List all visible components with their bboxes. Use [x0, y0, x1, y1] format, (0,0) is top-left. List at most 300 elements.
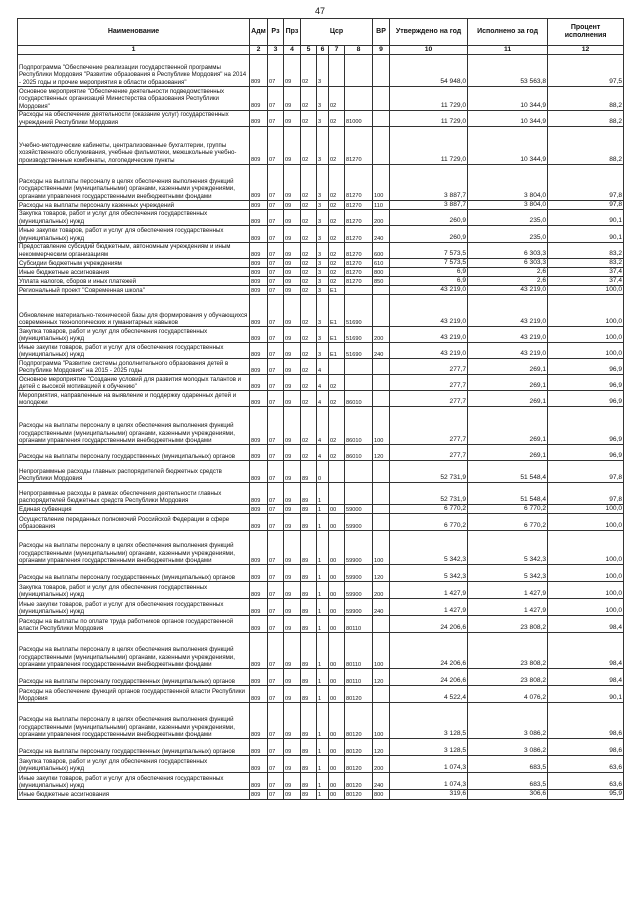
row-csr-subprogram: 3 — [317, 55, 329, 87]
row-csr-direction — [345, 286, 373, 295]
page-number: 47 — [314, 6, 325, 16]
row-executed: 3 086,2 — [468, 703, 548, 739]
row-csr-direction: 86010 — [345, 391, 373, 407]
row-csr-program: 02 — [301, 243, 317, 259]
row-csr-program: 89 — [301, 599, 317, 616]
row-csr-program: 89 — [301, 565, 317, 582]
row-rz: 07 — [268, 210, 284, 226]
row-name: Расходы на выплаты персоналу государственных (муниципальных) органов — [18, 669, 250, 686]
row-csr-program: 02 — [301, 127, 317, 165]
row-csr-program: 02 — [301, 295, 317, 327]
table-row — [18, 703, 624, 739]
column-number: 4 — [284, 46, 301, 55]
row-name: Расходы на выплаты персоналу в целях обеспечения выполнения функций государственными (муниципальными) органами, казенными учреждениями, органами управления государственными внебюджетными фондами — [18, 531, 250, 565]
row-name: Субсидии бюджетным учреждениям — [18, 259, 250, 268]
row-vr: 610 — [373, 259, 390, 268]
row-percent: 90,1 — [548, 210, 624, 226]
row-percent: 100,0 — [548, 343, 624, 359]
row-rz: 07 — [268, 243, 284, 259]
row-csr-program: 02 — [301, 445, 317, 461]
table-row — [18, 259, 624, 268]
table-row — [18, 407, 624, 445]
row-name: Осуществление переданных полномочий Российской Федерации в сфере образования — [18, 514, 250, 531]
row-vr: 240 — [373, 343, 390, 359]
row-name: Подпрограмма "Обеспечение реализации государственной программы Республики Мордовия "Развитие образования в Республике Мордовия" на 2014 - 2025 годы и прочие мероприятия в области образования" — [18, 55, 250, 87]
row-name: Иные закупки товаров, работ и услуг для обеспечения государственных (муниципальных) нужд — [18, 343, 250, 359]
row-executed: 10 344,9 — [468, 127, 548, 165]
row-executed: 683,5 — [468, 773, 548, 790]
column-number: 9 — [373, 46, 390, 55]
row-percent: 98,4 — [548, 633, 624, 669]
row-rz: 07 — [268, 514, 284, 531]
row-adm: 809 — [250, 286, 268, 295]
row-percent: 97,8 — [548, 483, 624, 505]
row-adm: 809 — [250, 756, 268, 773]
row-name: Обновление материально-технической базы для формирования у обучающихся современных технологических и гуманитарных навыков — [18, 295, 250, 327]
row-csr-event: 00 — [329, 739, 345, 756]
row-approved: 11 729,0 — [390, 127, 468, 165]
row-name: Расходы на выплаты персоналу государственных (муниципальных) органов — [18, 565, 250, 582]
row-name: Закупка товаров, работ и услуг для обеспечения государственных (муниципальных) нужд — [18, 756, 250, 773]
row-executed: 6 770,2 — [468, 514, 548, 531]
row-csr-direction: 59900 — [345, 531, 373, 565]
row-rz: 07 — [268, 268, 284, 277]
row-percent: 98,4 — [548, 669, 624, 686]
row-percent: 37,4 — [548, 277, 624, 286]
row-percent: 96,9 — [548, 391, 624, 407]
row-csr-subprogram: 3 — [317, 127, 329, 165]
row-prz: 09 — [284, 790, 301, 799]
row-percent: 96,9 — [548, 375, 624, 391]
row-prz: 09 — [284, 201, 301, 210]
row-rz: 07 — [268, 616, 284, 633]
row-csr-event: 02 — [329, 111, 345, 127]
header-approved: Утверждено на год — [390, 19, 468, 46]
row-prz: 09 — [284, 127, 301, 165]
row-csr-event: 00 — [329, 582, 345, 599]
row-adm: 809 — [250, 359, 268, 375]
row-percent: 100,0 — [548, 531, 624, 565]
row-csr-direction: 81270 — [345, 210, 373, 226]
row-executed: 269,1 — [468, 391, 548, 407]
row-csr-subprogram: 1 — [317, 514, 329, 531]
row-vr: 240 — [373, 599, 390, 616]
row-executed: 51 548,4 — [468, 461, 548, 483]
row-name: Расходы на выплаты персоналу казенных учреждений — [18, 201, 250, 210]
table-row — [18, 210, 624, 226]
row-executed: 53 563,8 — [468, 55, 548, 87]
row-csr-event — [329, 461, 345, 483]
row-name: Единая субвенция — [18, 505, 250, 514]
row-approved: 43 219,0 — [390, 295, 468, 327]
column-number: 2 — [250, 46, 268, 55]
row-csr-program: 89 — [301, 756, 317, 773]
table-row — [18, 201, 624, 210]
row-rz: 07 — [268, 165, 284, 201]
table-row — [18, 739, 624, 756]
row-approved: 43 219,0 — [390, 286, 468, 295]
row-csr-direction — [345, 55, 373, 87]
row-name: Иные бюджетные ассигнования — [18, 790, 250, 799]
row-csr-direction — [345, 87, 373, 111]
row-csr-subprogram: 1 — [317, 483, 329, 505]
row-csr-event: 02 — [329, 87, 345, 111]
row-approved: 277,7 — [390, 391, 468, 407]
row-csr-direction: 80120 — [345, 739, 373, 756]
row-name: Расходы на выплаты персоналу государственных (муниципальных) органов — [18, 445, 250, 461]
row-csr-event: E1 — [329, 295, 345, 327]
row-csr-event: 00 — [329, 703, 345, 739]
row-csr-subprogram: 3 — [317, 286, 329, 295]
row-csr-event: 00 — [329, 514, 345, 531]
row-csr-program: 89 — [301, 514, 317, 531]
row-csr-program: 89 — [301, 686, 317, 703]
row-csr-program: 02 — [301, 87, 317, 111]
row-approved: 1 427,9 — [390, 582, 468, 599]
row-csr-direction: 80110 — [345, 669, 373, 686]
row-vr: 200 — [373, 756, 390, 773]
row-approved: 6,9 — [390, 268, 468, 277]
row-prz: 09 — [284, 327, 301, 343]
table-row — [18, 514, 624, 531]
row-csr-subprogram: 3 — [317, 343, 329, 359]
table-row — [18, 277, 624, 286]
row-prz: 09 — [284, 259, 301, 268]
row-approved: 1 074,3 — [390, 773, 468, 790]
row-prz: 09 — [284, 773, 301, 790]
row-adm: 809 — [250, 633, 268, 669]
row-adm: 809 — [250, 277, 268, 286]
table-row — [18, 226, 624, 243]
row-csr-program: 02 — [301, 277, 317, 286]
row-vr: 120 — [373, 445, 390, 461]
row-percent: 100,0 — [548, 327, 624, 343]
row-vr — [373, 505, 390, 514]
row-approved: 3 128,5 — [390, 703, 468, 739]
row-rz: 07 — [268, 790, 284, 799]
row-csr-program: 89 — [301, 582, 317, 599]
row-csr-subprogram: 3 — [317, 327, 329, 343]
column-number-row — [18, 46, 624, 55]
row-approved: 54 948,0 — [390, 55, 468, 87]
row-csr-subprogram: 3 — [317, 259, 329, 268]
row-approved: 260,9 — [390, 226, 468, 243]
row-prz: 09 — [284, 343, 301, 359]
table-row — [18, 286, 624, 295]
row-csr-program: 02 — [301, 268, 317, 277]
row-csr-program: 02 — [301, 226, 317, 243]
row-percent: 100,0 — [548, 286, 624, 295]
row-vr: 120 — [373, 565, 390, 582]
row-adm: 809 — [250, 505, 268, 514]
row-vr — [373, 295, 390, 327]
row-csr-event: 00 — [329, 756, 345, 773]
row-csr-direction: 86010 — [345, 407, 373, 445]
row-csr-subprogram: 1 — [317, 505, 329, 514]
row-executed: 3 804,0 — [468, 165, 548, 201]
row-prz: 09 — [284, 210, 301, 226]
row-approved: 260,9 — [390, 210, 468, 226]
row-csr-program: 89 — [301, 739, 317, 756]
row-prz: 09 — [284, 686, 301, 703]
row-vr: 850 — [373, 277, 390, 286]
row-percent: 100,0 — [548, 582, 624, 599]
header-executed: Исполнено за год — [468, 19, 548, 46]
header-row — [18, 19, 624, 46]
row-rz: 07 — [268, 359, 284, 375]
row-percent: 88,2 — [548, 111, 624, 127]
row-prz: 09 — [284, 616, 301, 633]
row-adm: 809 — [250, 268, 268, 277]
row-approved: 52 731,9 — [390, 461, 468, 483]
table-row — [18, 343, 624, 359]
row-executed: 269,1 — [468, 375, 548, 391]
row-percent: 96,9 — [548, 359, 624, 375]
row-csr-subprogram: 1 — [317, 565, 329, 582]
row-csr-subprogram: 1 — [317, 599, 329, 616]
table-row — [18, 756, 624, 773]
row-name: Расходы на обеспечение функций органов государственной власти Республики Мордовия — [18, 686, 250, 703]
row-csr-event — [329, 359, 345, 375]
row-csr-subprogram: 4 — [317, 407, 329, 445]
row-csr-direction: 59900 — [345, 565, 373, 582]
row-csr-event: 00 — [329, 531, 345, 565]
row-prz: 09 — [284, 359, 301, 375]
row-csr-program: 02 — [301, 111, 317, 127]
row-prz: 09 — [284, 669, 301, 686]
row-vr: 100 — [373, 165, 390, 201]
row-csr-program: 89 — [301, 773, 317, 790]
row-prz: 09 — [284, 277, 301, 286]
row-executed: 683,5 — [468, 756, 548, 773]
row-csr-subprogram: 1 — [317, 756, 329, 773]
row-executed: 23 808,2 — [468, 633, 548, 669]
row-name: Закупка товаров, работ и услуг для обеспечения государственных (муниципальных) нужд — [18, 582, 250, 599]
table-row — [18, 445, 624, 461]
row-prz: 09 — [284, 268, 301, 277]
table-row — [18, 268, 624, 277]
row-csr-subprogram: 4 — [317, 375, 329, 391]
row-approved: 277,7 — [390, 445, 468, 461]
row-vr: 120 — [373, 739, 390, 756]
row-approved: 24 206,6 — [390, 669, 468, 686]
row-csr-subprogram: 3 — [317, 210, 329, 226]
row-csr-program: 89 — [301, 483, 317, 505]
row-name: Учебно-методические кабинеты, централизованные бухгалтерии, группы хозяйственного обслуживания, учебные фильмотеки, межшкольные учебно-производственные комбинаты, логопедические пункты — [18, 127, 250, 165]
row-name: Иные бюджетные ассигнования — [18, 268, 250, 277]
row-approved: 3 887,7 — [390, 165, 468, 201]
row-rz: 07 — [268, 87, 284, 111]
row-executed: 5 342,3 — [468, 531, 548, 565]
row-rz: 07 — [268, 703, 284, 739]
row-rz: 07 — [268, 295, 284, 327]
row-percent: 88,2 — [548, 87, 624, 111]
row-approved: 43 219,0 — [390, 343, 468, 359]
row-adm: 809 — [250, 327, 268, 343]
row-csr-event: 02 — [329, 407, 345, 445]
row-percent: 100,0 — [548, 295, 624, 327]
row-csr-program: 02 — [301, 375, 317, 391]
column-number: 10 — [390, 46, 468, 55]
row-approved: 11 729,0 — [390, 111, 468, 127]
row-vr: 200 — [373, 327, 390, 343]
budget-execution-table — [17, 18, 624, 800]
row-csr-direction: 81270 — [345, 243, 373, 259]
row-vr — [373, 87, 390, 111]
row-vr: 110 — [373, 201, 390, 210]
row-csr-event: 02 — [329, 445, 345, 461]
row-executed: 269,1 — [468, 359, 548, 375]
row-vr: 800 — [373, 790, 390, 799]
row-adm: 809 — [250, 391, 268, 407]
row-adm: 809 — [250, 616, 268, 633]
column-number: 11 — [468, 46, 548, 55]
table-body — [18, 55, 624, 799]
row-rz: 07 — [268, 327, 284, 343]
row-rz: 07 — [268, 773, 284, 790]
row-csr-event: 00 — [329, 790, 345, 799]
row-executed: 43 219,0 — [468, 327, 548, 343]
row-adm: 809 — [250, 226, 268, 243]
row-adm: 809 — [250, 87, 268, 111]
row-rz: 07 — [268, 259, 284, 268]
row-name: Предоставление субсидий бюджетным, автономным учреждениям и иным некоммерческим организациям — [18, 243, 250, 259]
row-rz: 07 — [268, 226, 284, 243]
row-csr-event: 00 — [329, 669, 345, 686]
row-executed: 43 219,0 — [468, 343, 548, 359]
row-executed: 306,6 — [468, 790, 548, 799]
row-csr-program: 89 — [301, 616, 317, 633]
row-vr: 100 — [373, 703, 390, 739]
header-vr: ВР — [373, 19, 390, 46]
row-csr-event: 00 — [329, 599, 345, 616]
row-csr-subprogram: 4 — [317, 391, 329, 407]
row-prz: 09 — [284, 461, 301, 483]
table-row — [18, 582, 624, 599]
row-csr-direction: 59000 — [345, 505, 373, 514]
row-csr-subprogram: 3 — [317, 268, 329, 277]
row-adm: 809 — [250, 259, 268, 268]
row-csr-event: 02 — [329, 127, 345, 165]
row-csr-event: 02 — [329, 375, 345, 391]
row-csr-program: 02 — [301, 359, 317, 375]
row-rz: 07 — [268, 669, 284, 686]
row-approved: 319,6 — [390, 790, 468, 799]
row-csr-subprogram: 4 — [317, 359, 329, 375]
row-csr-direction: 59900 — [345, 582, 373, 599]
row-name: Расходы на выплаты персоналу в целях обеспечения выполнения функций государственными (муниципальными) органами, казенными учреждениями, органами управления государственными внебюджетными фондами — [18, 165, 250, 201]
row-csr-subprogram: 3 — [317, 201, 329, 210]
row-adm: 809 — [250, 210, 268, 226]
row-csr-direction: 81000 — [345, 111, 373, 127]
row-vr — [373, 514, 390, 531]
row-rz: 07 — [268, 739, 284, 756]
row-name: Непрограммные расходы в рамках обеспечения деятельности главных распорядителей бюджетных средств Республики Мордовия — [18, 483, 250, 505]
row-rz: 07 — [268, 375, 284, 391]
row-csr-program: 02 — [301, 391, 317, 407]
row-prz: 09 — [284, 407, 301, 445]
column-number: 6 — [317, 46, 329, 55]
row-percent: 90,1 — [548, 686, 624, 703]
row-prz: 09 — [284, 295, 301, 327]
row-percent: 83,2 — [548, 259, 624, 268]
row-executed: 235,0 — [468, 210, 548, 226]
table-row — [18, 359, 624, 375]
row-approved: 3 887,7 — [390, 201, 468, 210]
row-csr-program: 02 — [301, 343, 317, 359]
row-csr-event: 02 — [329, 210, 345, 226]
row-csr-direction — [345, 375, 373, 391]
row-executed: 4 076,2 — [468, 686, 548, 703]
table-row — [18, 773, 624, 790]
row-adm: 809 — [250, 295, 268, 327]
row-csr-direction: 59900 — [345, 514, 373, 531]
row-executed: 2,6 — [468, 277, 548, 286]
row-csr-program: 89 — [301, 790, 317, 799]
row-percent: 96,9 — [548, 407, 624, 445]
row-csr-direction: 81270 — [345, 165, 373, 201]
row-executed: 6 770,2 — [468, 505, 548, 514]
row-csr-direction: 80120 — [345, 756, 373, 773]
table-row — [18, 505, 624, 514]
row-csr-subprogram: 4 — [317, 445, 329, 461]
row-rz: 07 — [268, 565, 284, 582]
row-approved: 7 573,5 — [390, 259, 468, 268]
row-csr-program: 89 — [301, 669, 317, 686]
row-prz: 09 — [284, 703, 301, 739]
row-csr-program: 89 — [301, 703, 317, 739]
row-rz: 07 — [268, 445, 284, 461]
row-percent: 97,8 — [548, 165, 624, 201]
row-percent: 97,8 — [548, 201, 624, 210]
row-csr-direction: 51690 — [345, 295, 373, 327]
row-csr-subprogram: 3 — [317, 165, 329, 201]
table-row — [18, 461, 624, 483]
row-percent: 63,6 — [548, 756, 624, 773]
table-row — [18, 127, 624, 165]
row-csr-subprogram: 1 — [317, 790, 329, 799]
row-name: Подпрограмма "Развитие системы дополнительного образования детей в Республике Мордовия" на 2015 - 2025 годы — [18, 359, 250, 375]
row-adm: 809 — [250, 111, 268, 127]
row-adm: 809 — [250, 703, 268, 739]
row-csr-direction: 59900 — [345, 599, 373, 616]
row-csr-program: 89 — [301, 531, 317, 565]
row-executed: 269,1 — [468, 407, 548, 445]
row-approved: 43 219,0 — [390, 327, 468, 343]
row-csr-subprogram: 1 — [317, 669, 329, 686]
row-executed: 23 808,2 — [468, 669, 548, 686]
column-number: 7 — [329, 46, 345, 55]
row-csr-direction — [345, 359, 373, 375]
row-csr-direction: 80120 — [345, 773, 373, 790]
row-adm: 809 — [250, 201, 268, 210]
row-approved: 7 573,5 — [390, 243, 468, 259]
row-percent: 98,4 — [548, 616, 624, 633]
row-rz: 07 — [268, 756, 284, 773]
row-adm: 809 — [250, 669, 268, 686]
row-csr-direction: 81270 — [345, 201, 373, 210]
row-adm: 809 — [250, 375, 268, 391]
row-csr-direction: 81270 — [345, 268, 373, 277]
row-approved: 5 342,3 — [390, 531, 468, 565]
column-number: 5 — [301, 46, 317, 55]
row-executed: 1 427,9 — [468, 582, 548, 599]
row-vr — [373, 55, 390, 87]
row-csr-subprogram: 1 — [317, 773, 329, 790]
row-prz: 09 — [284, 739, 301, 756]
row-name: Региональный проект "Современная школа" — [18, 286, 250, 295]
row-adm: 809 — [250, 773, 268, 790]
